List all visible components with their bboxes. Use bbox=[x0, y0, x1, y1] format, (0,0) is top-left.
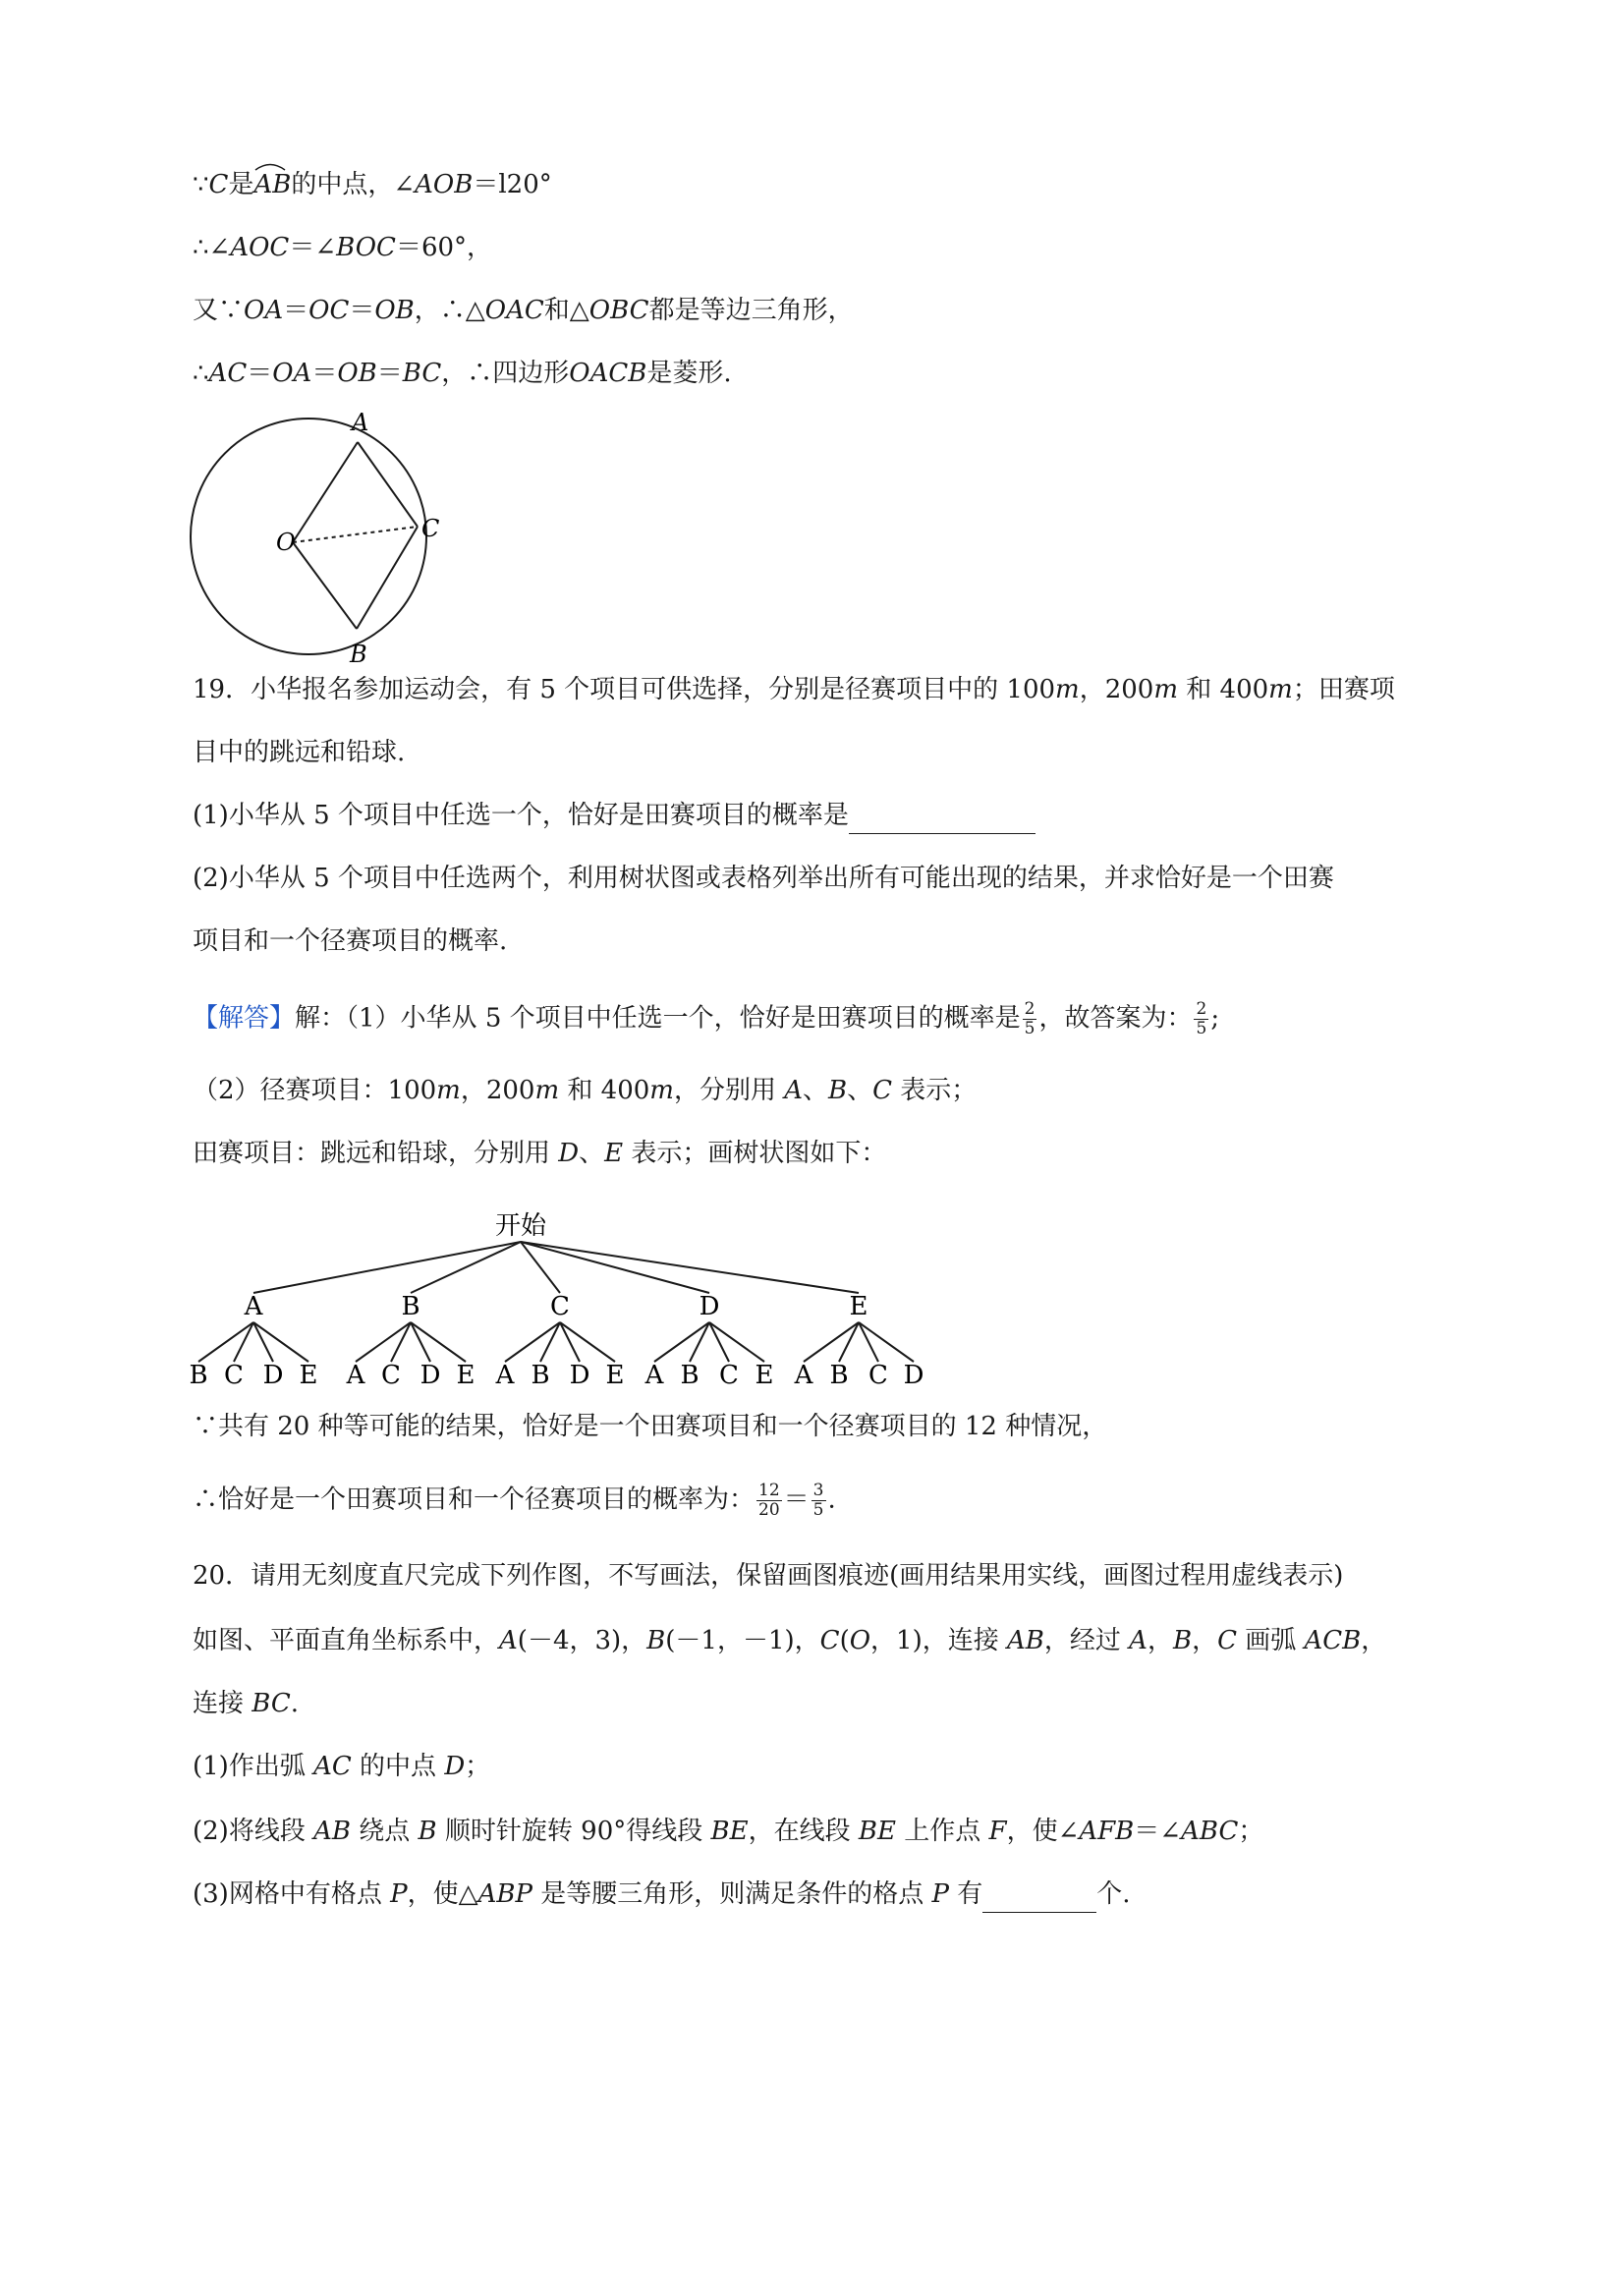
tree-leaf-C-E: E bbox=[605, 1361, 625, 1387]
segment-bo bbox=[293, 542, 357, 629]
label-a: A bbox=[352, 409, 369, 436]
tree-leaf-B-E: E bbox=[456, 1361, 476, 1387]
tree-diagram bbox=[187, 1201, 933, 1387]
tree-leaf-A-B: B bbox=[189, 1361, 208, 1387]
tree-leaf-D-B: B bbox=[680, 1361, 700, 1387]
circle-rhombus-figure bbox=[183, 407, 448, 672]
tree-leaf-D-A: A bbox=[644, 1361, 664, 1387]
tree-node-E: E bbox=[849, 1292, 868, 1321]
tree-root-label: 开始 bbox=[494, 1211, 547, 1241]
fraction-two-fifths: $\frac{2}{5}$ bbox=[1024, 999, 1035, 1038]
tree-branch bbox=[859, 1322, 914, 1362]
q19-part-2-line-1: (2)小华从 5 个项目中任选两个，利用树状图或表格列举出所有可能出现的结果，并求恰好是一个田赛 bbox=[193, 864, 1334, 893]
tree-branch bbox=[654, 1322, 709, 1362]
tree-node-A: A bbox=[244, 1292, 263, 1321]
circle bbox=[191, 419, 426, 654]
tree-branch bbox=[505, 1322, 560, 1362]
answer-blank-count bbox=[982, 1876, 1096, 1913]
q20-part-1: (1)作出弧 AC 的中点 D； bbox=[193, 1752, 491, 1781]
fraction-twelve-twentieths: $\frac{12}{20}$ bbox=[758, 1481, 780, 1520]
q20-stem-line-3: 连接 BC. bbox=[193, 1689, 300, 1718]
tree-leaf-B-A: A bbox=[346, 1361, 365, 1387]
solution-line-2: ∴∠AOC＝∠BOC＝60°， bbox=[193, 233, 493, 262]
tree-leaf-A-C: C bbox=[224, 1361, 244, 1387]
solution-line-4: ∴AC＝OA＝OB＝BC，∴四边形OACB是菱形. bbox=[193, 359, 732, 388]
q19-stem-line-2: 目中的跳远和铅球. bbox=[193, 738, 406, 767]
tree-leaf-D-E: E bbox=[755, 1361, 774, 1387]
tree-leaf-C-D: D bbox=[569, 1361, 590, 1387]
q20-part-2: (2)将线段 AB 绕点 B 顺时针旋转 90°得线段 BE，在线段 BE 上作点 F，使∠AFB＝∠ABC； bbox=[193, 1817, 1264, 1846]
answer-blank bbox=[849, 798, 1035, 834]
tree-branch bbox=[521, 1242, 560, 1293]
tree-leaf-B-C: C bbox=[381, 1361, 401, 1387]
segment-cb bbox=[357, 527, 418, 629]
tree-leaf-E-B: B bbox=[829, 1361, 849, 1387]
fraction-two-fifths-answer: $\frac{2}{5}$ bbox=[1196, 999, 1207, 1038]
answer-tag: 【解答】 bbox=[193, 1003, 296, 1034]
segment-oc-dashed bbox=[293, 527, 418, 542]
tree-branch bbox=[411, 1242, 521, 1293]
tree-leaf-A-E: E bbox=[299, 1361, 318, 1387]
tree-leaf-B-D: D bbox=[420, 1361, 441, 1387]
tree-node-D: D bbox=[699, 1292, 720, 1321]
arc-mark-icon bbox=[253, 161, 287, 171]
tree-branch bbox=[804, 1322, 859, 1362]
answer19-line-2: （2）径赛项目：100m，200m 和 400m，分别用 A、B、C 表示； bbox=[193, 1076, 978, 1105]
solution-line-1: ∵C是AB 的中点，∠AOB＝l20° bbox=[193, 167, 552, 202]
q19-part-1: (1)小华从 5 个项目中任选一个，恰好是田赛项目的概率是 bbox=[193, 798, 1035, 834]
fraction-three-fifths: $\frac{3}{5}$ bbox=[812, 1481, 824, 1520]
tree-node-C: C bbox=[550, 1292, 570, 1321]
segment-oa bbox=[293, 442, 358, 542]
q19-stem-line-1: 19．小华报名参加运动会，有 5 个项目可供选择，分别是径赛项目中的 100m，200m 和 400m；田赛项 bbox=[193, 675, 1395, 704]
tree-branch bbox=[253, 1242, 521, 1293]
tree-branch bbox=[356, 1322, 411, 1362]
solution-line-3: 又∵OA＝OC＝OB，∴△OAC和△OBC都是等边三角形， bbox=[193, 296, 854, 325]
tree-branch bbox=[411, 1322, 466, 1362]
answer19-line-3: 田赛项目：跳远和铅球，分别用 D、E 表示；画树状图如下： bbox=[193, 1139, 887, 1168]
tree-branch bbox=[521, 1242, 859, 1293]
tree-branch bbox=[253, 1322, 308, 1362]
label-b: B bbox=[350, 641, 367, 668]
tree-branch bbox=[198, 1322, 253, 1362]
tree-branch bbox=[709, 1322, 764, 1362]
tree-leaf-E-D: D bbox=[903, 1361, 924, 1387]
q20-stem-line-2: 如图、平面直角坐标系中，A(－4，3)，B(－1，－1)，C(O，1)，连接 AB，经过 A，B，C 画弧 ACB， bbox=[193, 1626, 1387, 1655]
tree-labels bbox=[189, 1211, 923, 1387]
tree-leaf-E-A: A bbox=[794, 1361, 813, 1387]
q20-stem-line-1: 20．请用无刻度直尺完成下列作图，不写画法，保留画图痕迹(画用结果用实线，画图过程用虚线表示) bbox=[193, 1561, 1344, 1591]
answer19-line-4: ∵共有 20 种等可能的结果，恰好是一个田赛项目和一个径赛项目的 12 种情况， bbox=[193, 1412, 1108, 1441]
segment-ac bbox=[358, 442, 418, 527]
answer19-line-1: 【解答】解：（1）小华从 5 个项目中任选一个，恰好是田赛项目的概率是 $\frac{2}{5}$ ，故答案为： $\frac{2}{5}$ ; bbox=[193, 999, 1220, 1038]
answer19-line-5: ∴恰好是一个田赛项目和一个径赛项目的概率为： $\frac{12}{20}$ ＝ $\frac{3}{5}$ . bbox=[193, 1481, 836, 1520]
tree-leaf-A-D: D bbox=[262, 1361, 284, 1387]
label-o: O bbox=[276, 529, 296, 556]
q19-part-2-line-2: 项目和一个径赛项目的概率. bbox=[193, 926, 508, 956]
tree-leaf-D-C: C bbox=[719, 1361, 739, 1387]
tree-leaf-E-C: C bbox=[868, 1361, 888, 1387]
tree-branch bbox=[560, 1322, 615, 1362]
q20-part-3: (3)网格中有格点 P，使△ABP 是等腰三角形，则满足条件的格点 P 有 个. bbox=[193, 1876, 1131, 1913]
tree-leaf-C-A: A bbox=[495, 1361, 515, 1387]
tree-branch bbox=[521, 1242, 709, 1293]
tree-leaf-C-B: B bbox=[531, 1361, 550, 1387]
tree-node-B: B bbox=[401, 1292, 420, 1321]
label-c: C bbox=[421, 515, 440, 542]
